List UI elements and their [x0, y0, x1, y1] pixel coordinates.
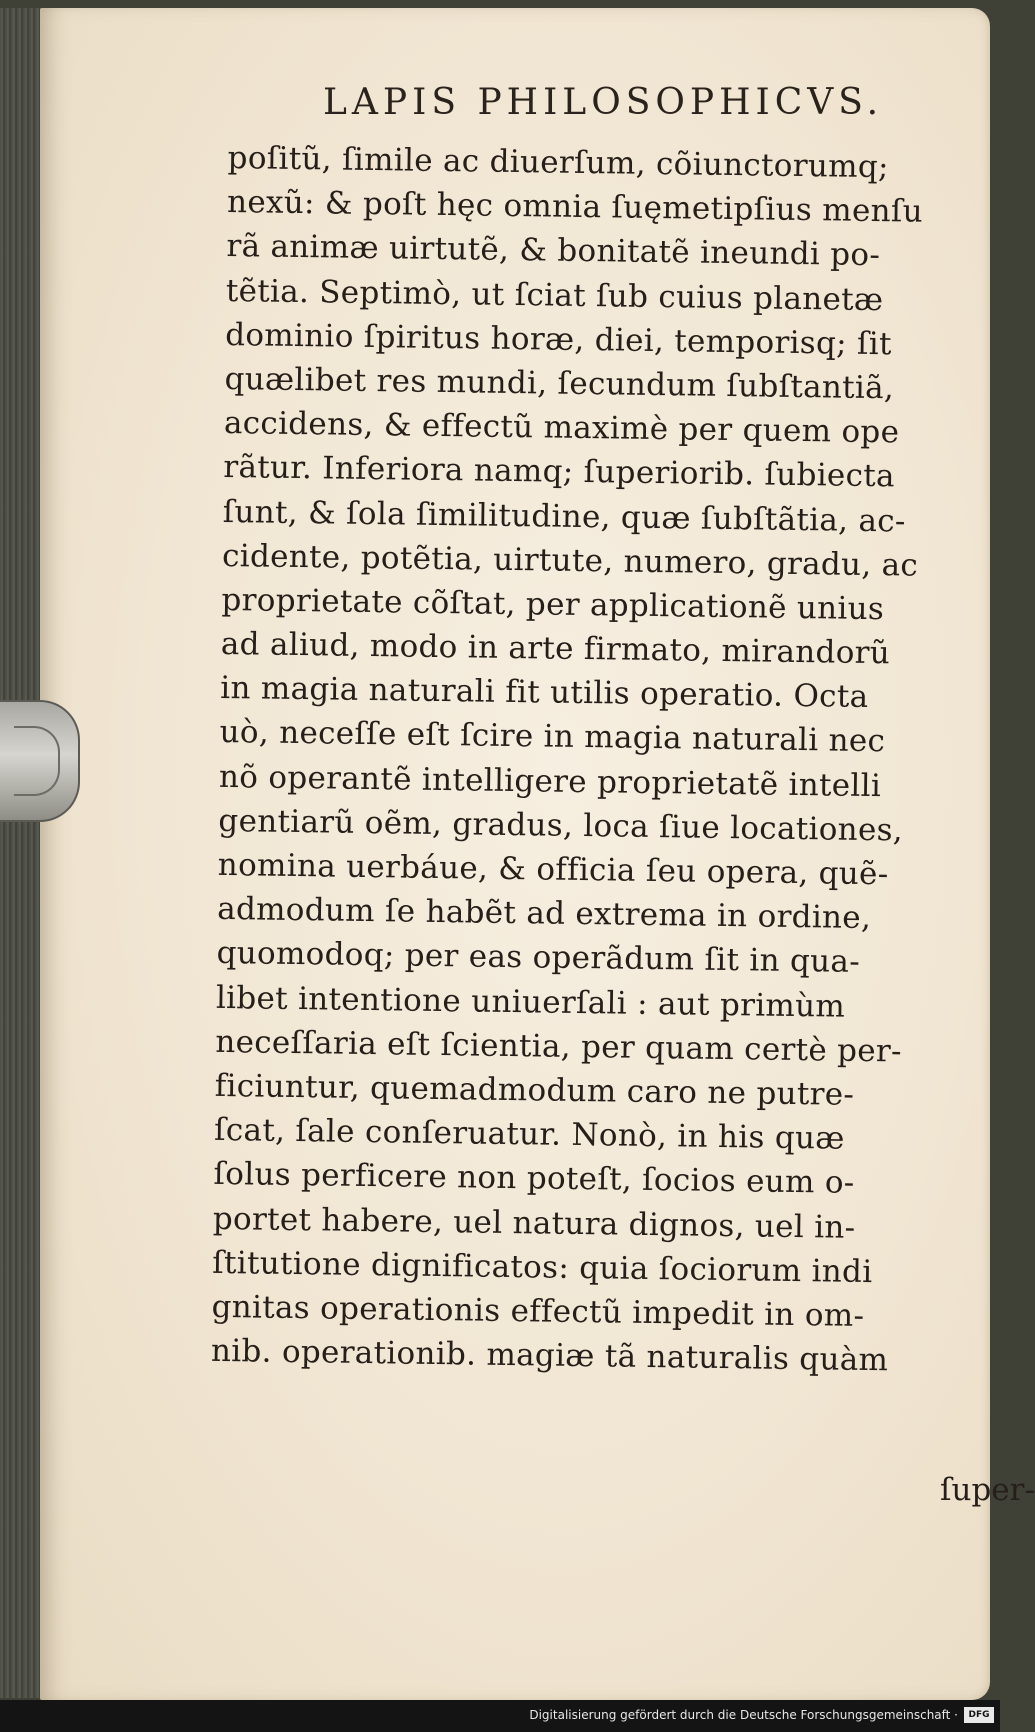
footer-bar — [0, 1700, 1000, 1732]
text-line: quomodoq; per eas operãdum ſit in qua- — [216, 935, 861, 981]
text-line: admodum ſe habẽt ad extrema in ordine, — [216, 891, 872, 937]
dfg-logo: DFG — [964, 1707, 994, 1723]
text-line: ſolus perficere non poteſt, ſocios eum o- — [213, 1156, 855, 1202]
metal-clasp — [0, 700, 80, 822]
text-line: proprietate cõſtat, per applicationẽ unius — [221, 581, 885, 628]
text-line: gentiarũ oẽm, gradus, loca ſiue locationes, — [218, 802, 904, 849]
catchword: ſuper- — [940, 1472, 1035, 1508]
text-line: ſunt, & ſola ſimilitudine, quæ ſubſtãtia, ac- — [222, 493, 906, 539]
text-line: rã animæ uirtutẽ, & bonitatẽ ineundi po- — [226, 228, 881, 274]
running-header: LAPIS PHILOSOPHICVS. — [323, 82, 884, 123]
page-text-block — [211, 136, 1028, 1384]
text-line: accidens, & effectũ maximè per quem ope — [223, 405, 900, 451]
text-line: ſtitutione dignificatos: quia ſociorum indi — [212, 1244, 873, 1290]
text-line: quælibet res mundi, ſecundum ſubſtantiã, — [224, 360, 895, 407]
text-line: nexũ: & poſt hęc omnia ſuęmetipſius menſu — [226, 184, 924, 230]
text-line: portet habere, uel natura dignos, uel in- — [212, 1200, 856, 1246]
text-line: in magia naturali fit utilis operatio. Octa — [220, 670, 869, 716]
text-line: rãtur. Inferiora namq; ſuperiorib. ſubiecta — [223, 449, 896, 495]
text-line: uò, neceſſe eſt ſcire in magia naturali nec — [219, 714, 886, 760]
book-page — [40, 8, 1035, 1700]
text-line: ſcat, ſale conſeruatur. Nonò, in his quæ — [213, 1112, 845, 1157]
text-line: nomina uerbáue, & officia ſeu opera, quẽ- — [217, 846, 889, 893]
text-line: cidente, potẽtia, uirtute, numero, gradu, ac — [221, 537, 919, 584]
text-line: nib. operationib. magiæ tã naturalis quàm — [210, 1332, 889, 1379]
text-line: nõ operantẽ intelligere proprietatẽ intelli — [218, 758, 882, 804]
text-line: neceſſaria eſt ſcientia, per quam certè per- — [215, 1023, 903, 1070]
digitization-credit: Digitalisierung gefördert durch die Deutsche Forschungsgemeinschaft · — [529, 1708, 958, 1722]
clasp-loop — [14, 726, 60, 796]
text-line: gnitas operationis effectũ impedit in om- — [211, 1288, 865, 1334]
text-line: ficiuntur, quemadmodum caro ne putre- — [214, 1067, 855, 1113]
text-line: libet intentione uniuerſali : aut primùm — [215, 979, 846, 1025]
text-line: ad aliud, modo in arte firmato, mirandorũ — [220, 626, 891, 672]
text-line: poſitũ, ſimile ac diuerſum, cõiunctorumq; — [227, 139, 889, 186]
text-line: tẽtia. Septimò, ut ſciat ſub cuius planetæ — [225, 272, 884, 318]
text-line: dominio ſpiritus horæ, diei, temporisq; ſit — [224, 316, 893, 363]
